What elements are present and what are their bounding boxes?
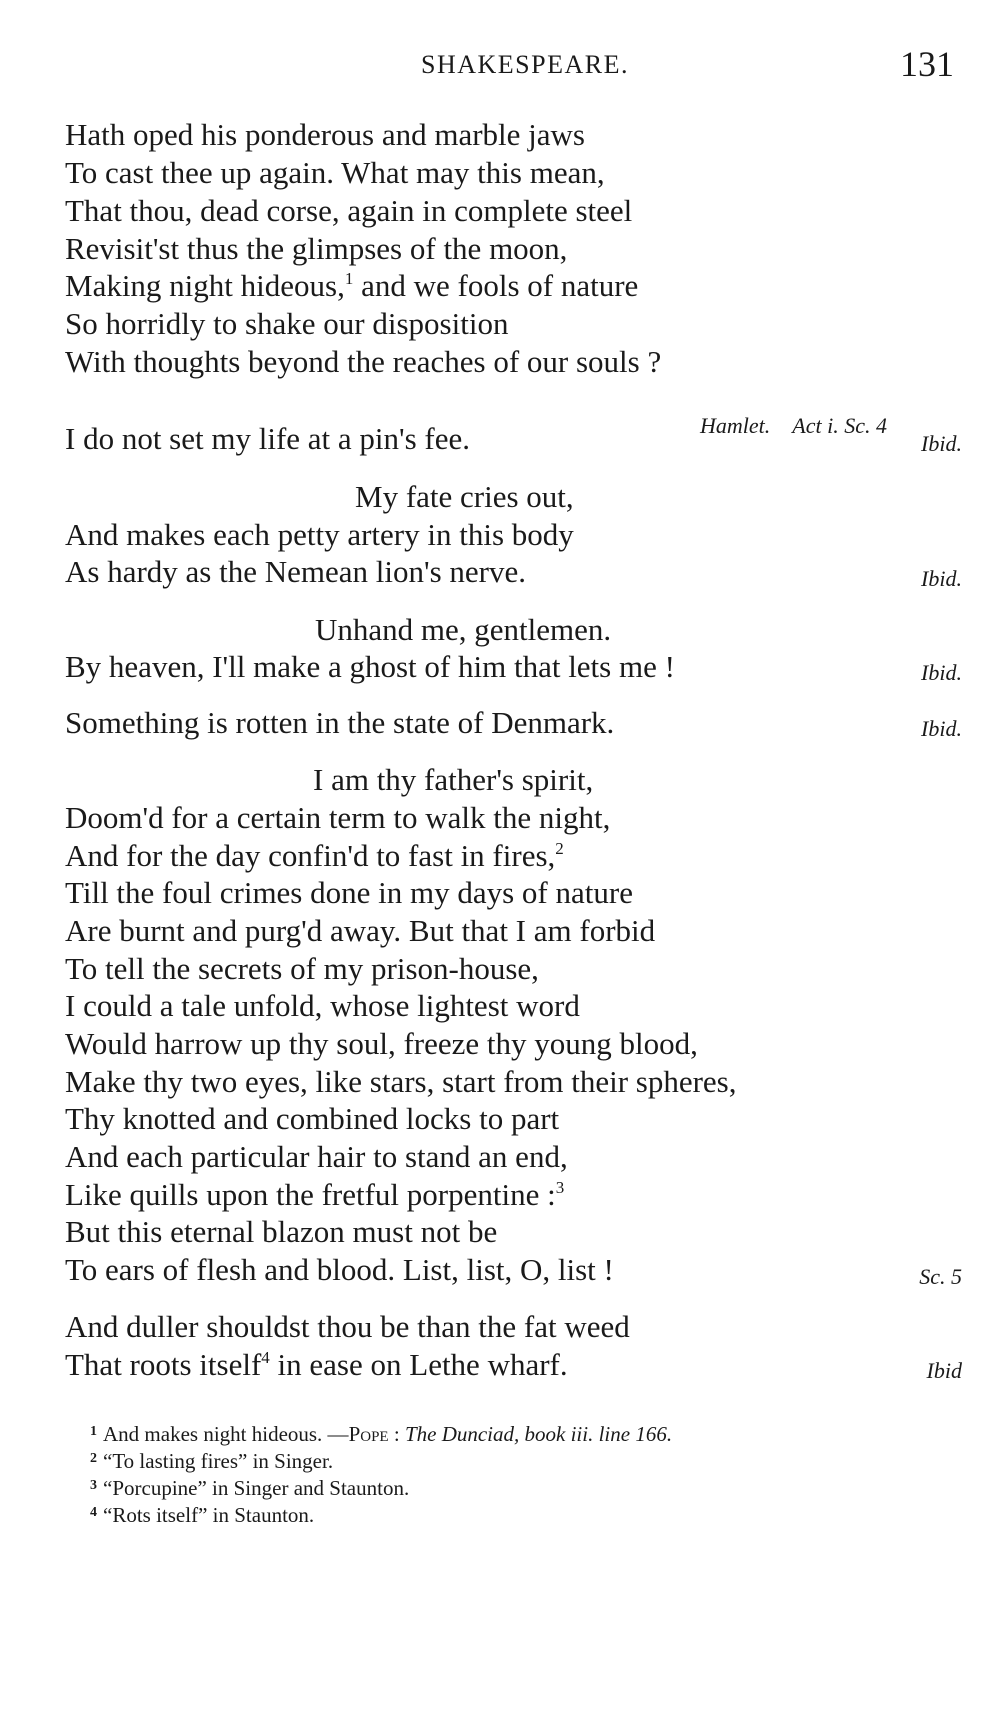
verse-line: That thou, dead corse, again in complete steel — [65, 193, 633, 228]
verse-line: I do not set my life at a pin's fee. — [65, 421, 471, 456]
verse-line: Are burnt and purg'd away. But that I am forbid — [65, 913, 656, 948]
verse-line: Hath oped his ponderous and marble jaws — [65, 117, 585, 152]
source-work: Hamlet. — [700, 413, 771, 438]
footnote — [90, 1421, 672, 1447]
verse-line: To tell the secrets of my prison-house, — [65, 951, 539, 986]
source-citation: Ibid — [926, 1358, 962, 1383]
footnote-ref: 4 — [261, 1348, 270, 1367]
verse-line: And duller shouldst thou be than the fat weed — [65, 1309, 630, 1344]
verse-line: But this eternal blazon must not be — [65, 1214, 498, 1249]
verse-line: And makes each petty artery in this body — [65, 517, 574, 552]
verse-line: To ears of flesh and blood. List, list, O, list ! — [65, 1252, 614, 1287]
source-citation: Ibid. — [921, 716, 962, 741]
verse-line: Something is rotten in the state of Denmark. — [65, 705, 615, 740]
verse-line: As hardy as the Nemean lion's nerve. — [65, 554, 526, 589]
verse-line — [65, 836, 564, 876]
verse-text: And for the day confin'd to fast in fires, — [65, 838, 556, 873]
page-number: 131 — [900, 44, 954, 84]
running-head: SHAKESPEARE. — [421, 50, 629, 79]
footnote-author: Pope — [348, 1422, 389, 1446]
verse-line: Would harrow up thy soul, freeze thy young blood, — [65, 1026, 698, 1061]
source-scene: Sc. 4 — [844, 413, 887, 438]
verse-text: and we fools of nature — [353, 268, 639, 303]
footnote — [90, 1502, 314, 1528]
verse-text: That roots itself — [65, 1347, 262, 1382]
footnote-text: “Porcupine” in Singer and Staunton. — [103, 1476, 410, 1500]
footnote-text: “Rots itself” in Staunton. — [103, 1503, 315, 1527]
verse-line: With thoughts beyond the reaches of our souls ? — [65, 344, 662, 379]
footnote — [90, 1448, 333, 1474]
source-citation: Ibid. — [921, 660, 962, 685]
verse-text: Like quills upon the fretful porpentine : — [65, 1177, 556, 1212]
verse-line: Till the foul crimes done in my days of nature — [65, 875, 633, 910]
footnote-separator: : — [388, 1422, 405, 1446]
verse-line: And each particular hair to stand an end, — [65, 1139, 568, 1174]
verse-line — [65, 1175, 564, 1215]
source-citation: Sc. 5 — [919, 1264, 962, 1289]
verse-line: Thy knotted and combined locks to part — [65, 1101, 560, 1136]
footnote-work: The Dunciad, book iii. line 166. — [404, 1422, 673, 1446]
verse-line: I could a tale unfold, whose lightest word — [65, 988, 580, 1023]
footnote-mark: 1 — [90, 1424, 97, 1439]
footnote-ref: 1 — [344, 269, 354, 288]
footnote-ref: 3 — [555, 1178, 565, 1197]
verse-text: in ease on Lethe wharf. — [269, 1347, 568, 1382]
source-citation: Ibid. — [921, 431, 962, 456]
verse-line: Revisit'st thus the glimpses of the moon, — [65, 231, 568, 266]
footnote-mark: 3 — [90, 1478, 97, 1493]
source-citation: Ibid. — [921, 566, 962, 591]
footnote — [90, 1475, 409, 1501]
footnote-mark: 4 — [90, 1505, 97, 1520]
footnote-text: And makes night hideous. — — [103, 1422, 349, 1446]
verse-line: Make thy two eyes, like stars, start from their spheres, — [65, 1064, 737, 1099]
verse-line — [65, 1345, 568, 1385]
verse-line: To cast thee up again. What may this mean, — [65, 155, 605, 190]
source-citation — [700, 413, 887, 439]
footnote-ref: 2 — [555, 839, 564, 858]
footnote-text: “To lasting fires” in Singer. — [103, 1449, 334, 1473]
verse-line: So horridly to shake our disposition — [65, 306, 509, 341]
verse-line: Unhand me, gentlemen. — [315, 612, 612, 647]
source-act: Act i. — [792, 413, 839, 438]
verse-line: By heaven, I'll make a ghost of him that lets me ! — [65, 649, 675, 684]
verse-text: Making night hideous, — [65, 268, 345, 303]
verse-line: Doom'd for a certain term to walk the night, — [65, 800, 611, 835]
verse-line: My fate cries out, — [355, 479, 574, 514]
verse-line — [65, 266, 638, 306]
verse-line: I am thy father's spirit, — [313, 762, 594, 797]
footnote-mark: 2 — [90, 1451, 97, 1466]
